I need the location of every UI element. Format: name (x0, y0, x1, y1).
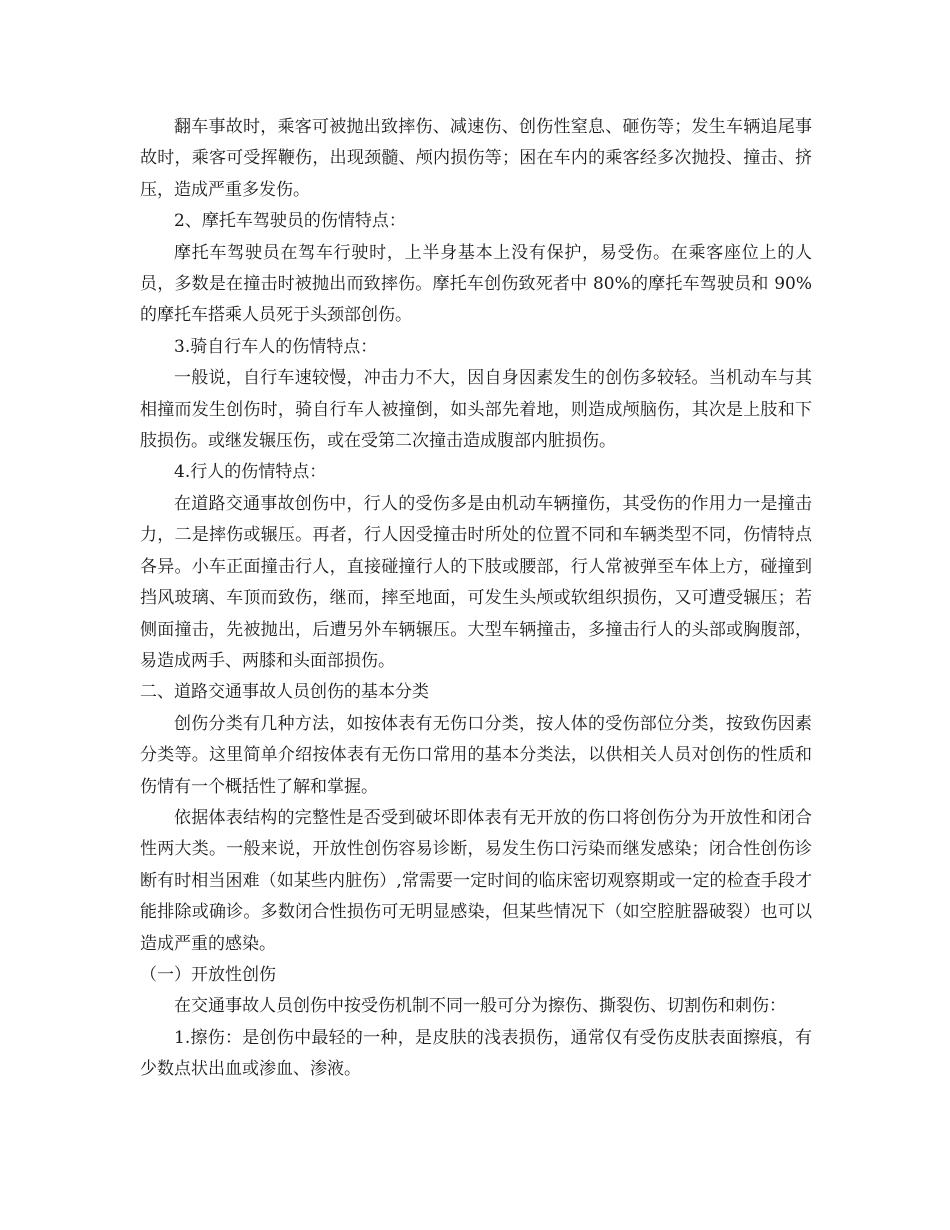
paragraph-cyclist-injuries: 一般说，自行车速较慢，冲击力不大，因自身因素发生的创伤多较轻。当机动车与其相撞而发生创伤时，骑自行车人被撞倒，如头部先着地，则造成颅脑伤，其次是上肢和下肢损伤。或继发辗压伤，或在受第二次撞击造成腹部内脏损伤。 (140, 368, 812, 452)
paragraph-motorcycle-injuries: 摩托车驾驶员在驾车行驶时，上半身基本上没有保护，易受伤。在乘客座位上的人员，多数是在撞击时被抛出而致摔伤。摩托车创伤致死者中 80%的摩托车驾驶员和 90%的摩托车搭乘人员死于头颈部创伤。 (140, 242, 812, 326)
subheading-cyclist: 3.骑自行车人的伤情特点： (174, 336, 378, 357)
paragraph-open-closed-wounds: 依据体表结构的完整性是否受到破坏即体表有无开放的伤口将创伤分为开放性和闭合性两大类。一般来说，开放性创伤容易诊断，易发生伤口污染而继发感染；闭合性创伤诊断有时相当困难（如某些内脏伤）,常需要一定时间的临床密切观察期或一定的检查手段才能排除或确诊。多数闭合性损伤可无明显感染，但某些情况下（如空腔脏器破裂）也可以造成严重的感染。 (140, 807, 812, 954)
document-body (140, 112, 812, 1086)
subsection-heading-open-wounds: （一）开放性创伤 (140, 964, 276, 985)
paragraph-open-wound-types: 在交通事故人员创伤中按受伤机制不同一般可分为擦伤、撕裂伤、切割伤和刺伤： (174, 996, 786, 1017)
subheading-pedestrian: 4.行人的伤情特点： (174, 462, 327, 483)
paragraph-classification-methods: 创伤分类有几种方法，如按体表有无伤口分类，按人体的受伤部位分类，按致伤因素分类等。这里简单介绍按体表有无伤口常用的基本分类法，以供相关人员对创伤的性质和伤情有一个概括性了解和掌握。 (140, 713, 812, 797)
paragraph-abrasion: 1.擦伤：是创伤中最轻的一种，是皮肤的浅表损伤，通常仅有受伤皮肤表面擦痕，有少数点状出血或渗血、渗液。 (140, 1027, 812, 1080)
section-heading-classification: 二、道路交通事故人员创伤的基本分类 (140, 682, 429, 703)
paragraph-pedestrian-injuries: 在道路交通事故创伤中，行人的受伤多是由机动车辆撞伤，其受伤的作用力一是撞击力，二是摔伤或辗压。再者，行人因受撞击时所处的位置不同和车辆类型不同，伤情特点各异。小车正面撞击行人，直接碰撞行人的下肢或腰部，行人常被弹至车体上方，碰撞到挡风玻璃、车顶而致伤，继而，摔至地面，可发生头颅或软组织损伤，又可遭受辗压；若侧面撞击，先被抛出，后遭另外车辆辗压。大型车辆撞击，多撞击行人的头部或胸腹部，易造成两手、两膝和头面部损伤。 (140, 493, 812, 671)
paragraph-rollover-injuries: 翻车事故时，乘客可被抛出致摔伤、减速伤、创伤性窒息、砸伤等；发生车辆追尾事故时，乘客可受挥鞭伤，出现颈髓、颅内损伤等；困在车内的乘客经多次抛投、撞击、挤压，造成严重多发伤。 (140, 117, 812, 200)
subheading-motorcycle-driver: 2、摩托车驾驶员的伤情特点： (174, 211, 406, 232)
